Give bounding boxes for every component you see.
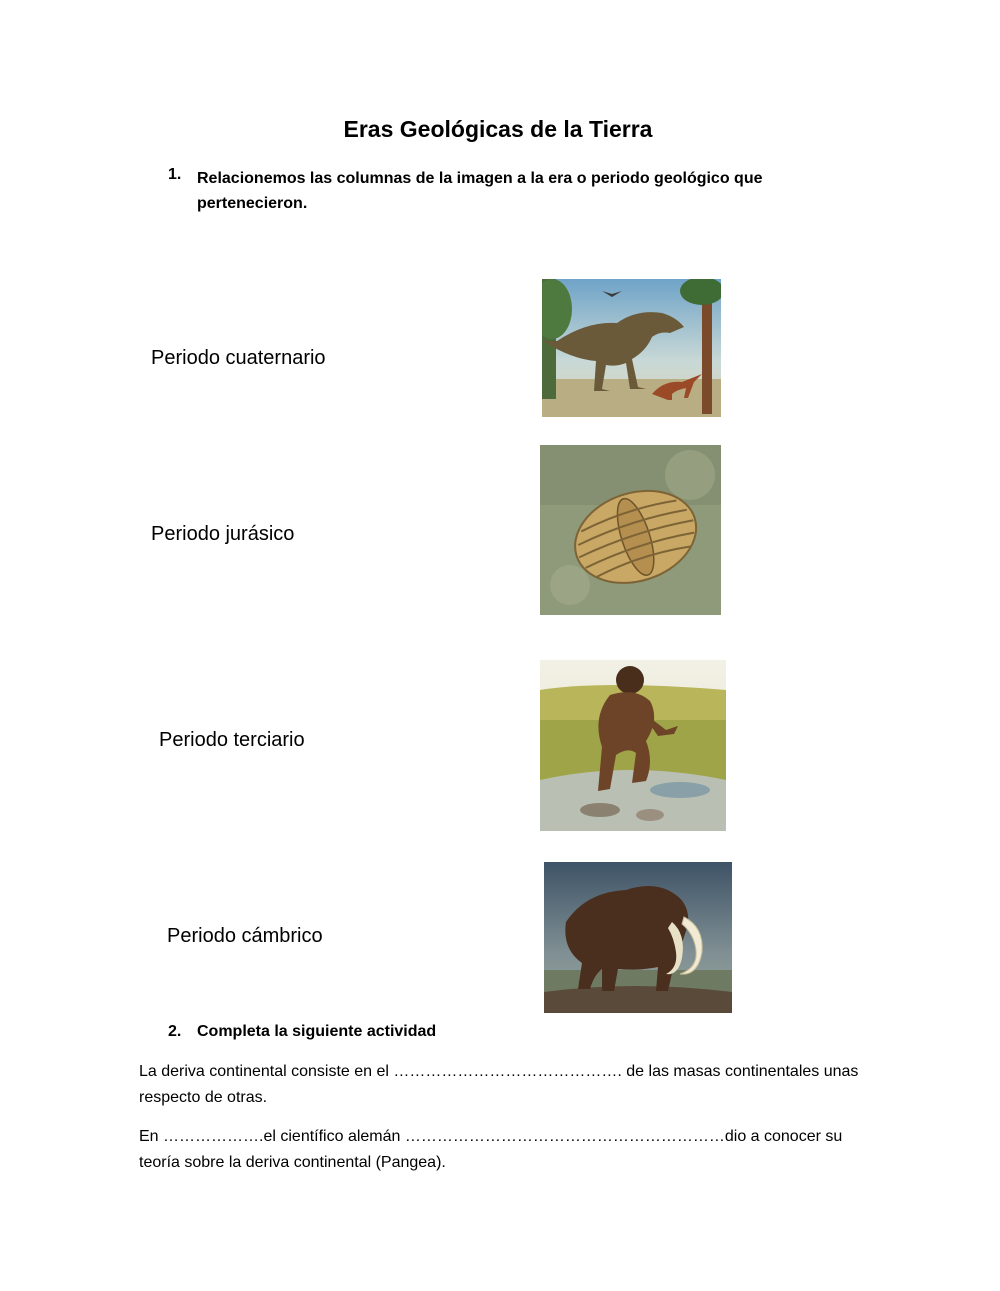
period-label-cambrico[interactable]: Periodo cámbrico	[167, 925, 323, 947]
tyrannosaurus-image[interactable]	[542, 279, 721, 417]
question-1-number: 1.	[168, 166, 182, 183]
early-human-image[interactable]	[540, 660, 726, 831]
fill-in-paragraph-2[interactable]: En ……………….el científico alemán ……………………………………………………dio a conocer su teoría sobre la deriva continental (Pangea).	[139, 1128, 843, 1171]
question-2-number: 2.	[168, 1023, 182, 1040]
question-1-text: Relacionemos las columnas de la imagen a la era o periodo geológico que pertenecieron.	[197, 170, 763, 212]
question-2-text: Completa la siguiente actividad	[197, 1023, 437, 1040]
woolly-mammoth-image[interactable]	[544, 862, 732, 1013]
trilobite-fossil-image[interactable]	[540, 445, 721, 615]
period-label-jurasico[interactable]: Periodo jurásico	[151, 523, 295, 545]
period-label-cuaternario[interactable]: Periodo cuaternario	[151, 347, 326, 369]
period-label-terciario[interactable]: Periodo terciario	[159, 729, 305, 751]
page-title: Eras Geológicas de la Tierra	[343, 116, 653, 142]
fill-in-paragraph-1[interactable]: La deriva continental consiste en el ……………………………………. de las masas continentales unas respecto de otras.	[139, 1063, 859, 1106]
